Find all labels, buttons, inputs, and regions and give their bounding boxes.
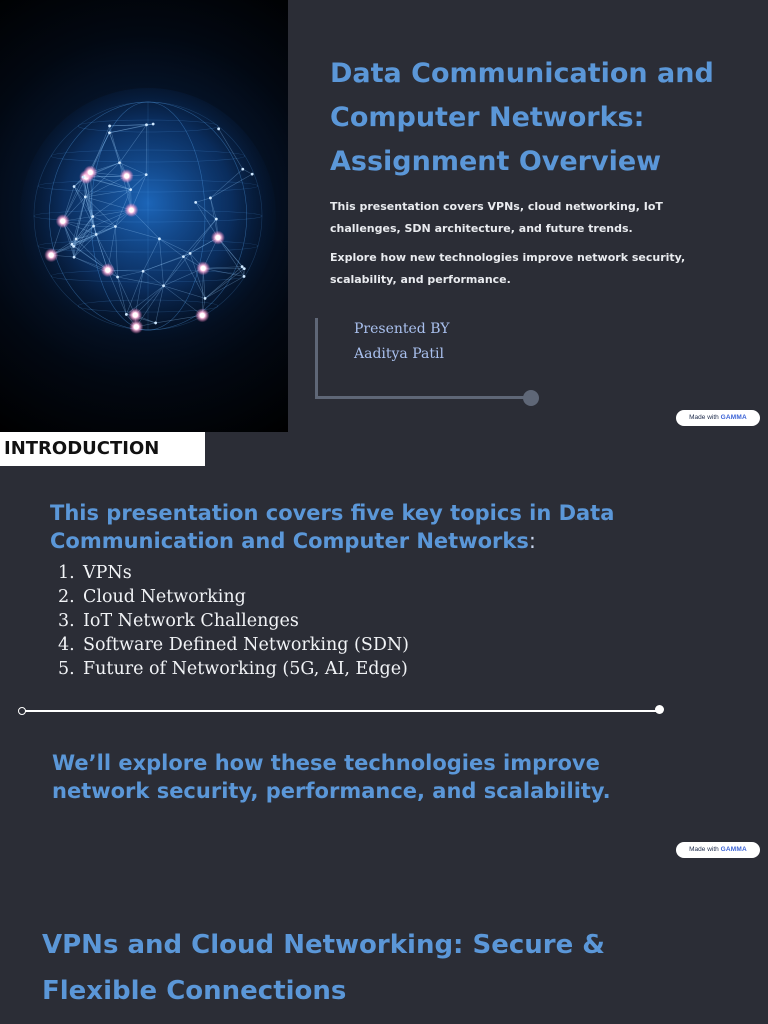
list-item: 5. Future of Networking (5G, AI, Edge) (58, 659, 408, 679)
globe-network-image (0, 0, 288, 432)
list-item: 1. VPNs (58, 563, 132, 583)
made-with-gamma-badge[interactable] (676, 410, 760, 426)
list-item: 3. IoT Network Challenges (58, 611, 299, 631)
list-item: 2. Cloud Networking (58, 587, 246, 607)
timeline-divider (22, 710, 660, 712)
vpn-section-heading: VPNs and Cloud Networking: Secure & Flexible Connections (42, 930, 605, 1006)
badge-made-with-text: Made with (689, 846, 719, 853)
explore-statement: We’ll explore how these technologies improve network security, performance, and scalability. (52, 751, 611, 803)
globe-network-icon (0, 0, 288, 432)
introduction-label: INTRODUCTION (0, 432, 205, 466)
presenter-name: Aaditya Patil (354, 346, 444, 362)
intro-heading-text: This presentation covers five key topics in Data Communication and Computer Networks (50, 501, 615, 553)
topics-list (58, 561, 409, 681)
page-title: Data Communication and Computer Networks: Assignment Overview (330, 58, 714, 177)
timeline-start-dot (18, 707, 26, 715)
badge-made-with-text: Made with (689, 414, 719, 421)
gamma-logo-text: GAMMA (720, 414, 747, 421)
title-slide (0, 0, 768, 432)
timeline-end-dot (655, 705, 664, 714)
description-line-2: Explore how new technologies improve network security, scalability, and performance. (330, 251, 686, 286)
gamma-logo-text: GAMMA (720, 846, 747, 853)
intro-heading-colon: : (528, 529, 536, 553)
bracket-end-dot (523, 390, 539, 406)
intro-heading (50, 499, 690, 555)
made-with-gamma-badge[interactable] (676, 842, 760, 858)
bracket-divider-vertical (315, 318, 318, 398)
bracket-divider-horizontal (315, 396, 527, 399)
list-item: 4. Software Defined Networking (SDN) (58, 635, 409, 655)
description-line-1: This presentation covers VPNs, cloud networking, IoT challenges, SDN architecture, and future trends. (330, 200, 663, 235)
presented-by-label: Presented BY (354, 321, 450, 337)
